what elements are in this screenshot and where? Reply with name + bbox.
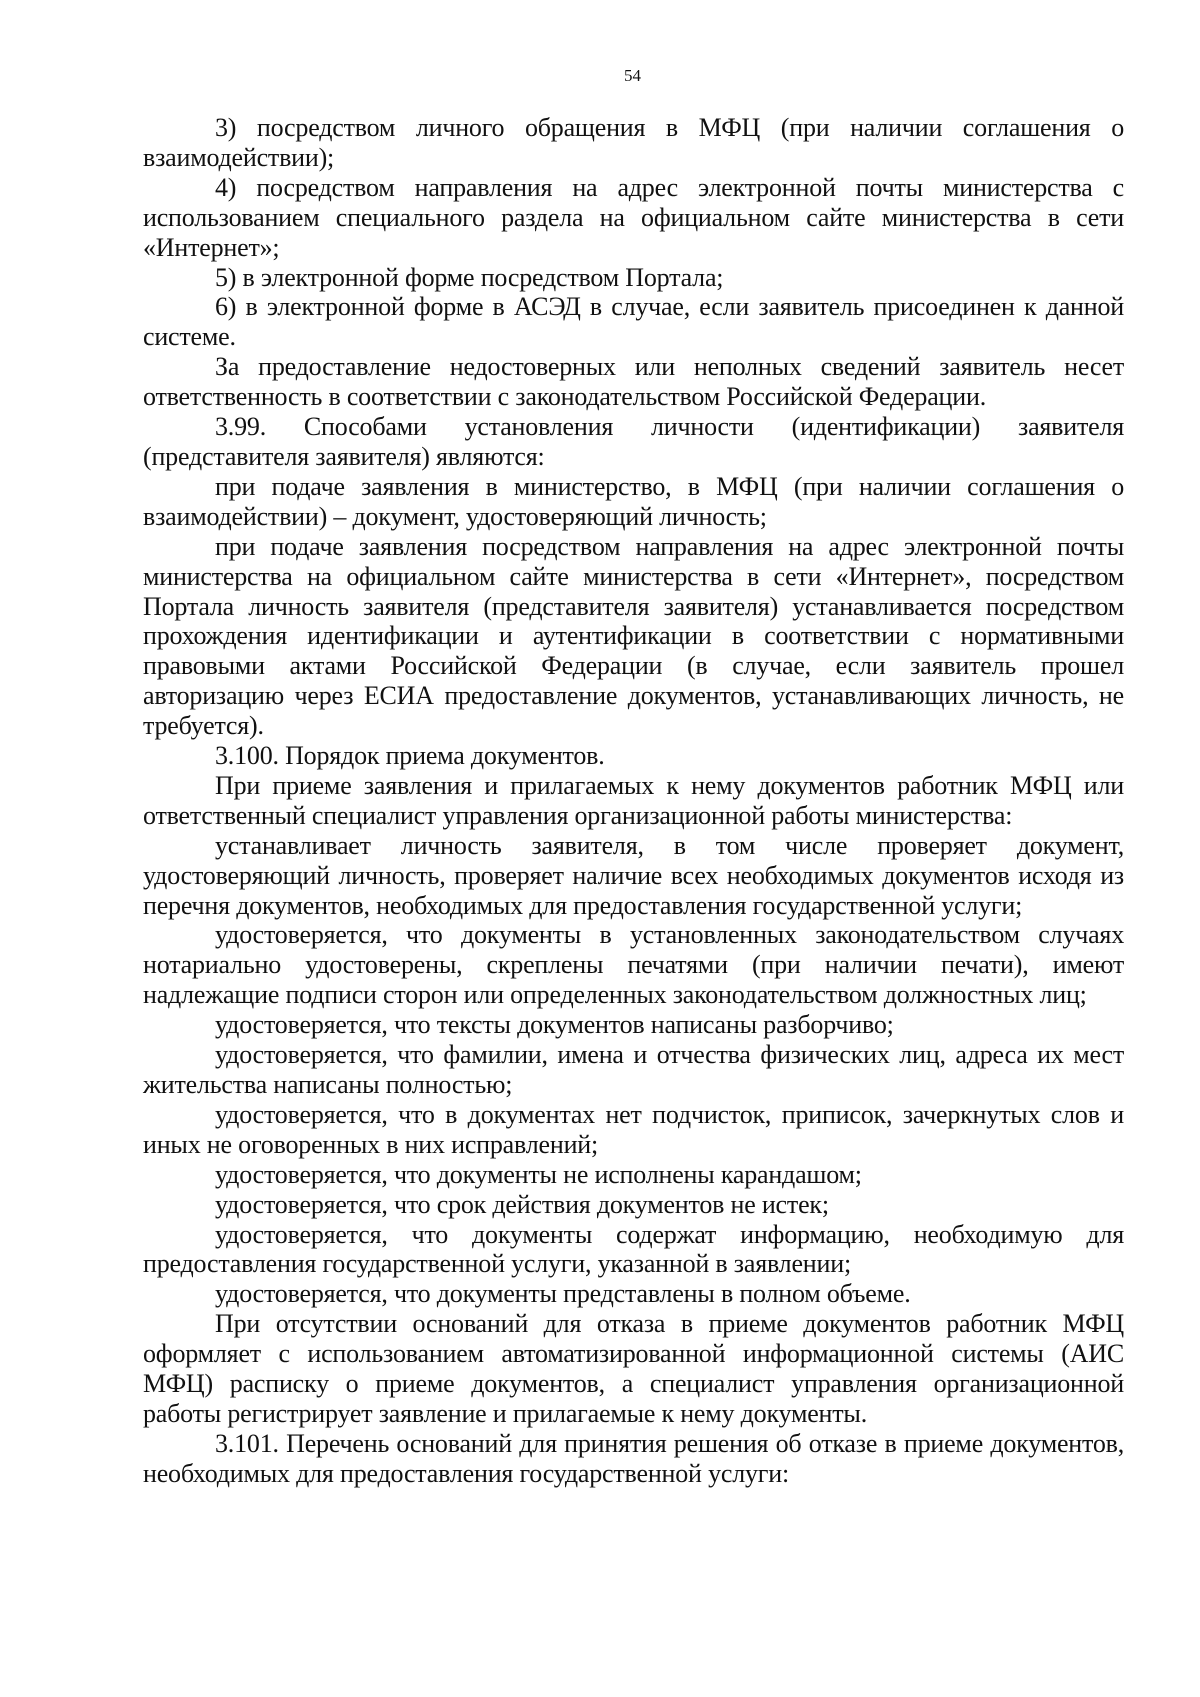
paragraph-3-101: 3.101. Перечень оснований для принятия решения об отказе в приеме документов, необходимых для предоставления государственной услуги:: [143, 1428, 1124, 1488]
paragraph-identity-ministry-mfc: при подаче заявления в министерство, в МФЦ (при наличии соглашения о взаимодействии) – документ, удостоверяющий личность;: [143, 471, 1124, 531]
paragraph-item-6: 6) в электронной форме в АСЭД в случае, если заявитель присоединен к данной системе.: [143, 292, 1124, 352]
paragraph-check-complete: удостоверяется, что документы представлены в полном объеме.: [215, 1279, 911, 1309]
paragraph-responsibility: За предоставление недостоверных или неполных сведений заявитель несет ответственность в соответствии с законодательством Российской Федерации.: [143, 352, 1124, 412]
paragraph-check-notarized: удостоверяется, что документы в установленных законодательством случаях нотариально удостоверены, скреплены печатями (при наличии печати), имеют надлежащие подписи сторон или определенных законодательством должностных лиц;: [143, 920, 1124, 1010]
paragraph-check-validity: удостоверяется, что срок действия документов не истек;: [215, 1189, 829, 1219]
paragraph-acceptance-intro: При приеме заявления и прилагаемых к нему документов работник МФЦ или ответственный специалист управления организационной работы министерства:: [143, 770, 1124, 830]
paragraph-check-corrections: удостоверяется, что в документах нет подчисток, приписок, зачеркнутых слов и иных не оговоренных в них исправлений;: [143, 1099, 1124, 1159]
paragraph-check-identity: устанавливает личность заявителя, в том числе проверяет документ, удостоверяющий личность, проверяет наличие всех необходимых документов исходя из перечня документов, необходимых для предоставления государственной услуги;: [143, 830, 1124, 920]
paragraph-check-pencil: удостоверяется, что документы не исполнены карандашом;: [215, 1159, 862, 1189]
paragraph-receipt: При отсутствии оснований для отказа в приеме документов работник МФЦ оформляет с использованием автоматизированной информационной системы (АИС МФЦ) расписку о приеме документов, а специалист управления организационной работы регистрирует заявление и прилагаемые к нему документы.: [143, 1309, 1124, 1428]
paragraph-check-legible: удостоверяется, что тексты документов написаны разборчиво;: [215, 1010, 894, 1040]
paragraph-item-5: 5) в электронной форме посредством Портала;: [215, 262, 724, 292]
paragraph-item-3: 3) посредством личного обращения в МФЦ (при наличии соглашения о взаимодействии);: [143, 113, 1124, 172]
document-body: [143, 113, 1124, 1489]
paragraph-3-99: 3.99. Способами установления личности (идентификации) заявителя (представителя заявителя) являются:: [143, 412, 1124, 471]
paragraph-item-4: 4) посредством направления на адрес электронной почты министерства с использованием специального раздела на официальном сайте министерства в сети «Интернет»;: [143, 172, 1124, 262]
paragraph-check-info: удостоверяется, что документы содержат информацию, необходимую для предоставления государственной услуги, указанной в заявлении;: [143, 1219, 1124, 1279]
paragraph-identity-online: при подаче заявления посредством направления на адрес электронной почты министерства на официальном сайте министерства в сети «Интернет», посредством Портала личность заявителя (представителя заявителя) устанавливается посредством прохождения идентификации и аутентификации в соответствии с нормативными правовыми актами Российской Федерации (в случае, если заявитель прошел авторизацию через ЕСИА предоставление документов, устанавливающих личность, не требуется).: [143, 531, 1124, 741]
page-number: 54: [624, 66, 641, 85]
paragraph-check-names: удостоверяется, что фамилии, имена и отчества физических лиц, адреса их мест жительства написаны полностью;: [143, 1040, 1124, 1099]
paragraph-3-100: 3.100. Порядок приема документов.: [215, 741, 605, 771]
